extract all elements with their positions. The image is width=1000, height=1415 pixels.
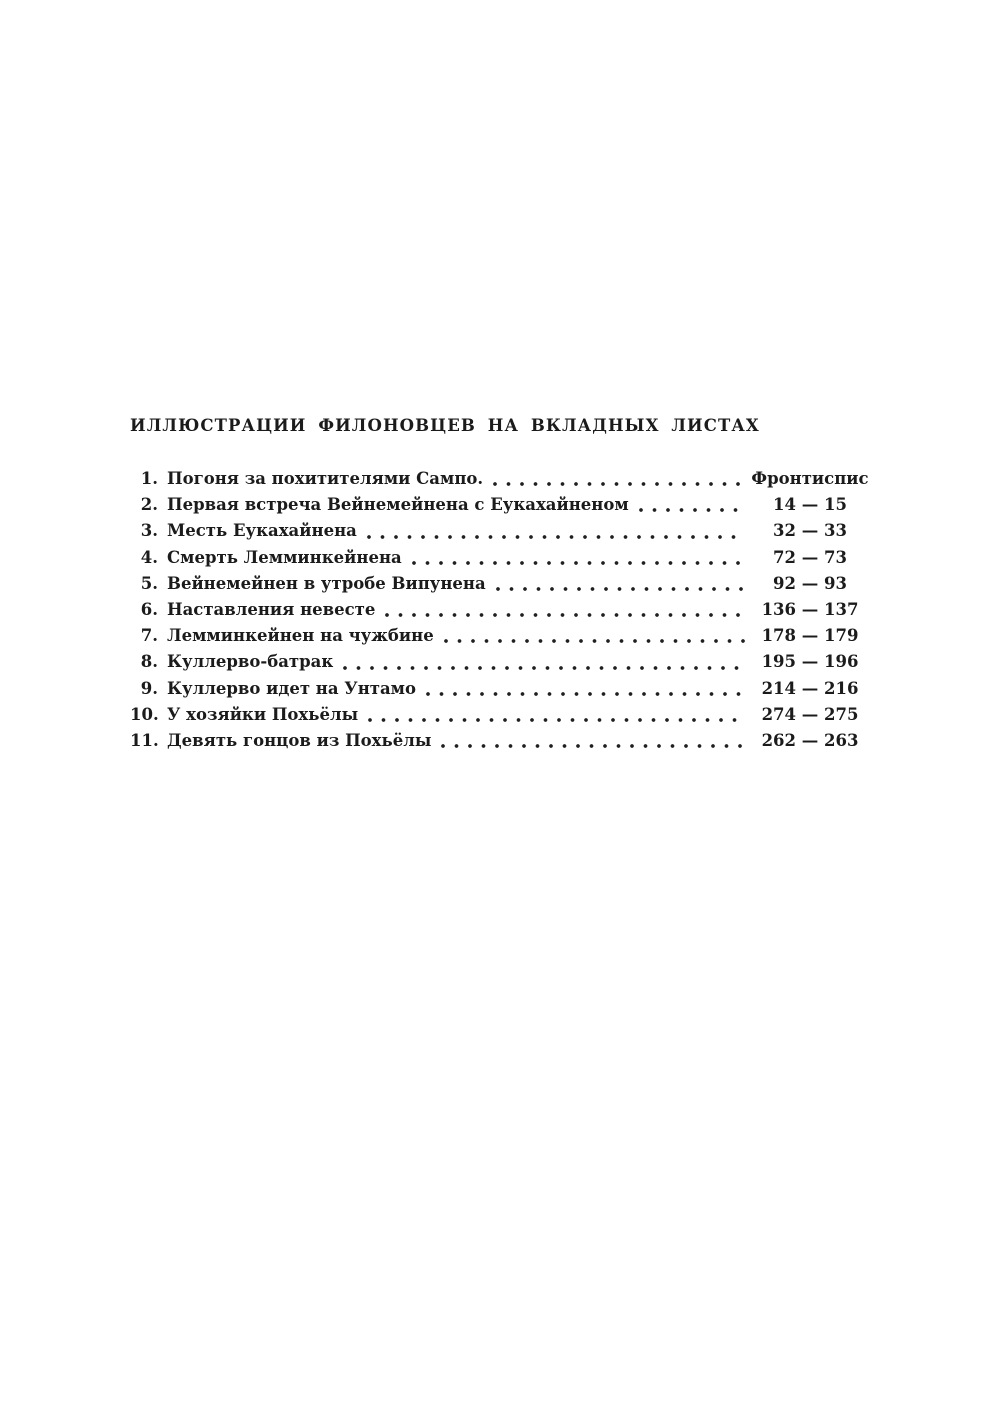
item-title: У хозяйки Похьёлы	[167, 704, 359, 724]
dot-leader	[434, 623, 750, 649]
item-pages: 136 — 137	[761, 599, 859, 619]
item-title: Девять гонцов из Похьёлы	[167, 730, 432, 750]
item-pages: 178 — 179	[761, 626, 859, 646]
dot-leader	[629, 492, 750, 518]
item-title: Смерть Лемминкейнена	[167, 547, 402, 567]
item-number: 8.	[140, 652, 158, 672]
item-pages: 72 — 73	[773, 547, 847, 567]
item-title: Месть Еукахайнена	[167, 521, 357, 541]
item-pages: 262 — 263	[761, 730, 859, 750]
list-item	[130, 728, 870, 754]
item-number: 3.	[140, 521, 158, 541]
list-item	[130, 623, 870, 649]
dot-leader	[416, 676, 750, 702]
illustrations-heading: ИЛЛЮСТРАЦИИ ФИЛОНОВЦЕВ НА ВКЛАДНЫХ ЛИСТАХ	[130, 416, 760, 435]
item-number: 5.	[140, 573, 158, 593]
list-item	[130, 518, 870, 544]
item-number: 2.	[140, 495, 158, 515]
item-title: Наставления невесте	[167, 599, 376, 619]
dot-leader	[483, 466, 750, 492]
item-number: 7.	[140, 626, 158, 646]
item-number: 1.	[140, 469, 158, 488]
item-pages: 92 — 93	[773, 573, 847, 593]
item-pages: 14 — 15	[773, 495, 847, 515]
item-number: 6.	[140, 599, 158, 619]
item-title: Вейнемейнен в утробе Випунена	[167, 573, 486, 593]
list-item	[130, 676, 870, 702]
item-number: 4.	[140, 547, 158, 567]
list-item	[130, 466, 870, 492]
item-pages: 32 — 33	[773, 521, 847, 541]
list-item	[130, 571, 870, 597]
item-number: 10.	[130, 704, 159, 724]
item-title: Куллерво-батрак	[167, 652, 334, 672]
item-pages: 214 — 216	[761, 678, 859, 698]
list-item	[130, 702, 870, 728]
item-number: 9.	[140, 678, 158, 698]
dot-leader	[358, 702, 750, 728]
list-item	[130, 649, 870, 675]
item-number: 11.	[130, 730, 159, 750]
list-item	[130, 597, 870, 623]
item-pages: 274 — 275	[761, 704, 859, 724]
dot-leader	[375, 597, 750, 623]
item-title: Лемминкейнен на чужбине	[167, 626, 434, 646]
dot-leader	[486, 571, 750, 597]
item-title: Куллерво идет на Унтамо	[167, 678, 417, 698]
list-item	[130, 492, 870, 518]
dot-leader	[357, 518, 750, 544]
illustrations-list	[130, 466, 870, 754]
item-pages: 195 — 196	[761, 652, 859, 672]
item-title: Первая встреча Вейнемейнена с Еукахайненом	[167, 495, 629, 515]
dot-leader	[333, 649, 750, 675]
item-title: Погоня за похитителями Сампо.	[167, 469, 484, 488]
list-item	[130, 545, 870, 571]
item-pages: Фронтиспис	[751, 469, 869, 488]
dot-leader	[431, 728, 750, 754]
dot-leader	[402, 545, 750, 571]
